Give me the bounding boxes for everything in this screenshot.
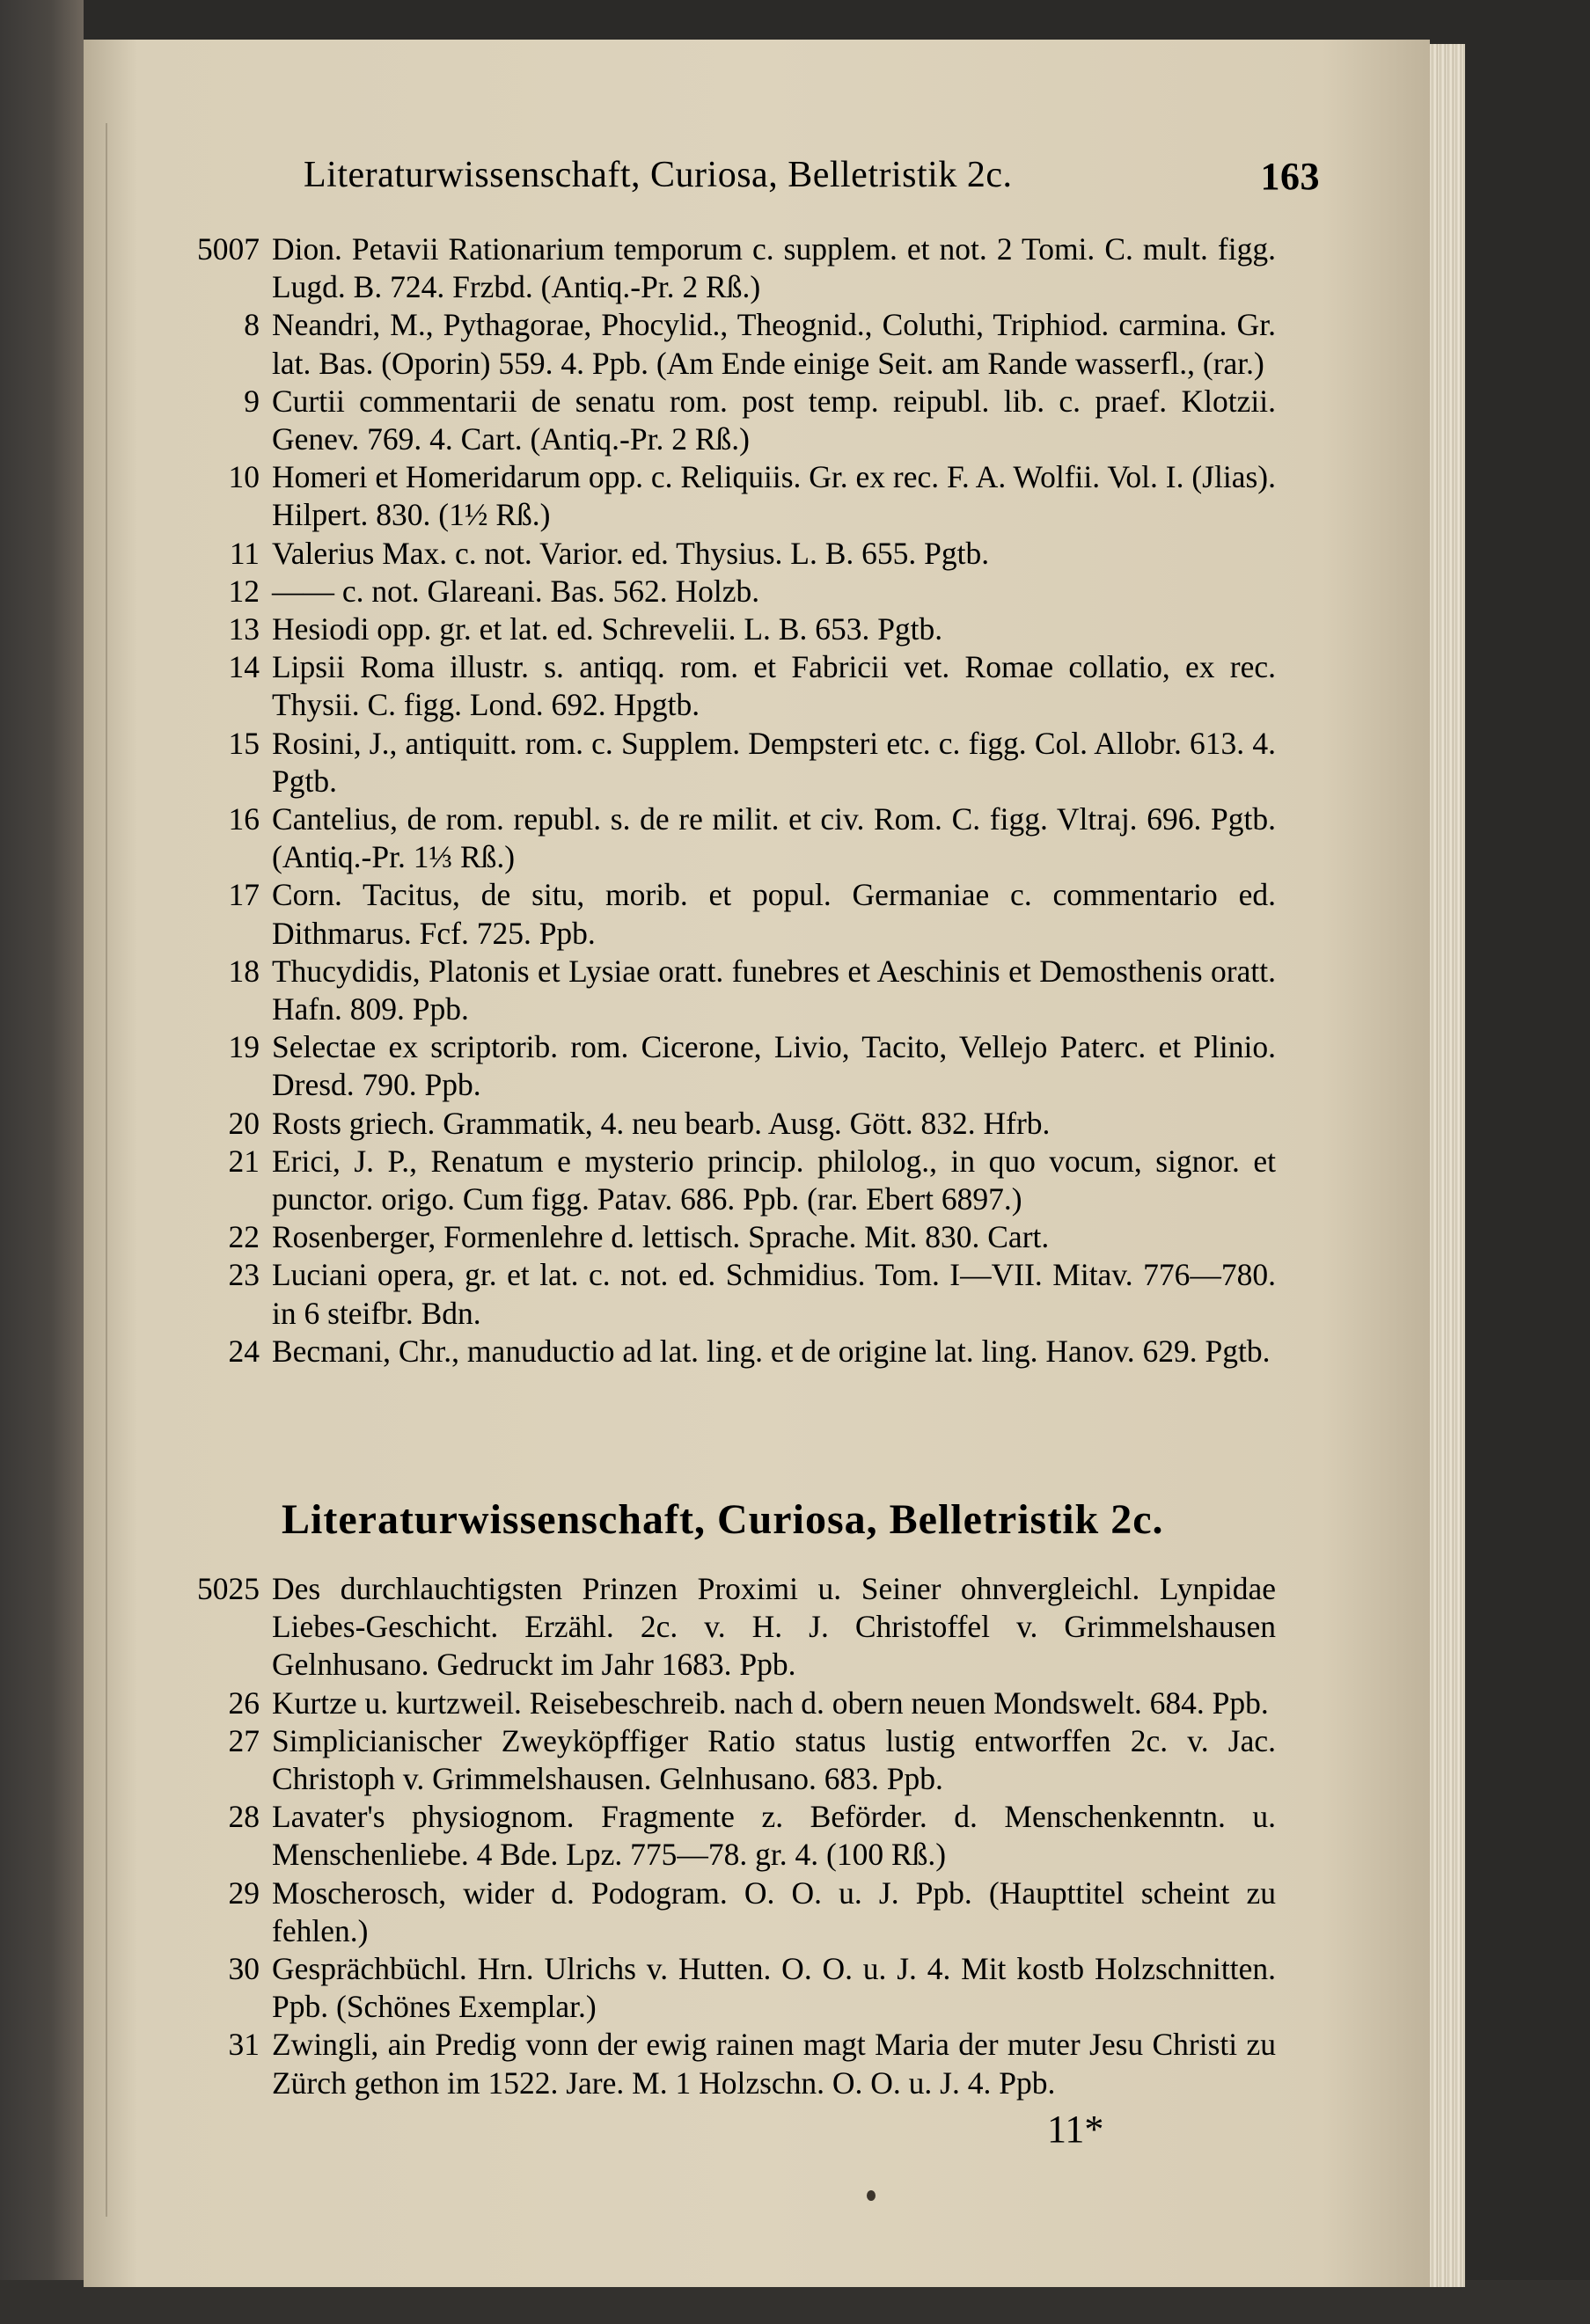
entry-number: 18 <box>228 953 260 989</box>
entry-text: Cantelius, de rom. republ. s. de re milit. et civ. Rom. C. figg. Vltraj. 696. Pgtb. (Antiq.-Pr. 1⅓ Rß.) <box>272 801 1276 875</box>
catalog-entry <box>185 725 1276 800</box>
catalog-entry <box>185 1333 1276 1370</box>
entry-number: 20 <box>228 1105 260 1141</box>
ink-dot <box>867 2190 876 2201</box>
entry-number: 9 <box>244 383 260 419</box>
catalog-entry <box>185 1570 1276 1685</box>
catalog-entry <box>185 230 1276 306</box>
entry-text: Valerius Max. c. not. Varior. ed. Thysius. L. B. 655. Pgtb. <box>272 535 990 571</box>
entry-text: Zwingli, ain Predig vonn der ewig rainen magt Maria der muter Jesu Christi zu Zürch gethon im 1522. Jare. M. 1 Holzschn. O. O. u. J. 4. Ppb. <box>272 2027 1276 2101</box>
catalog-entry <box>185 573 1276 610</box>
catalog-entry <box>185 306 1276 382</box>
entry-text: Becmani, Chr., manuductio ad lat. ling. et de origine lat. ling. Hanov. 629. Pgtb. <box>272 1333 1271 1369</box>
entry-number: 23 <box>228 1257 260 1293</box>
entry-text: Dion. Petavii Rationarium temporum c. supplem. et not. 2 Tomi. C. mult. figg. Lugd. B. 724. Frzbd. (Antiq.-Pr. 2 Rß.) <box>272 231 1276 305</box>
catalog-entries-bottom <box>185 1570 1276 2102</box>
entry-text: —— c. not. Glareani. Bas. 562. Holzb. <box>272 573 760 609</box>
entry-number: 15 <box>228 725 260 761</box>
catalog-entry <box>185 458 1276 534</box>
entry-text: Hesiodi opp. gr. et lat. ed. Schrevelii. L. B. 653. Pgtb. <box>272 611 943 647</box>
entry-text: Homeri et Homeridarum opp. c. Reliquiis. Gr. ex rec. F. A. Wolfii. Vol. I. (Jlias). Hilpert. 830. (1½ Rß.) <box>272 459 1276 533</box>
entry-text: Lavater's physiognom. Fragmente z. Beförder. d. Menschenkenntn. u. Menschenliebe. 4 Bde. Lpz. 775—78. gr. 4. (100 Rß.) <box>272 1799 1276 1873</box>
entry-text: Corn. Tacitus, de situ, morib. et popul. Germaniae c. commentario ed. Dithmarus. Fcf. 725. Ppb. <box>272 877 1276 951</box>
entry-number: 26 <box>228 1685 260 1721</box>
entry-number: 16 <box>228 801 260 837</box>
entry-number: 30 <box>228 1951 260 1987</box>
entry-text: Gesprächbüchl. Hrn. Ulrichs v. Hutten. O. O. u. J. 4. Mit kostb Holzschnitten. Ppb. (Schönes Exemplar.) <box>272 1951 1276 2025</box>
running-head-title: Literaturwissenschaft, Curiosa, Belletristik 2c. <box>304 155 1013 195</box>
entry-text: Rosini, J., antiquitt. rom. c. Supplem. Dempsteri etc. c. figg. Col. Allobr. 613. 4. Pgtb. <box>272 725 1276 799</box>
catalog-entry <box>185 1798 1276 1874</box>
entry-text: Kurtze u. kurtzweil. Reisebeschreib. nach d. obern neuen Mondswelt. 684. Ppb. <box>272 1685 1269 1721</box>
entry-text: Moscherosch, wider d. Podogram. O. O. u. J. Ppb. (Haupttitel scheint zu fehlen.) <box>272 1875 1276 1948</box>
entry-number: 27 <box>228 1722 260 1758</box>
entry-number: 12 <box>228 573 260 609</box>
entry-text: Des durchlauchtigsten Prinzen Proximi u. Seiner ohnvergleichl. Lynpidae Liebes-Geschicht. Erzähl. 2c. v. H. J. Christoffel v. Grimmelshausen Gelnhusano. Gedruckt im Jahr 1683. Ppb. <box>272 1571 1276 1683</box>
catalog-entry <box>185 1028 1276 1104</box>
entry-number: 29 <box>228 1875 260 1911</box>
catalog-entry <box>185 1950 1276 2026</box>
catalog-entry <box>185 383 1276 458</box>
catalog-entry <box>185 1875 1276 1950</box>
entry-number: 17 <box>228 877 260 913</box>
catalog-entry <box>185 1143 1276 1218</box>
signature-mark: 11* <box>1047 2108 1104 2151</box>
catalog-entry <box>185 535 1276 573</box>
page-edges <box>1430 44 1465 2287</box>
entry-text: Luciani opera, gr. et lat. c. not. ed. Schmidius. Tom. I—VII. Mitav. 776—780. in 6 steifbr. Bdn. <box>272 1257 1276 1331</box>
entry-number: 19 <box>228 1029 260 1065</box>
catalog-entry <box>185 800 1276 876</box>
catalog-entry <box>185 1256 1276 1332</box>
section-heading: Literaturwissenschaft, Curiosa, Belletristik 2c. <box>282 1496 1164 1543</box>
entry-text: Neandri, M., Pythagorae, Phocylid., Theognid., Coluthi, Triphiod. carmina. Gr. lat. Bas. (Oporin) 559. 4. Ppb. (Am Ende einige Seit. am Rande wasserfl., (rar.) <box>272 307 1276 381</box>
catalog-entries-top <box>185 230 1276 1370</box>
catalog-entry <box>185 1105 1276 1143</box>
catalog-entry <box>185 2026 1276 2101</box>
scan-frame-left <box>0 0 84 2324</box>
entry-text: Erici, J. P., Renatum e mysterio princip. philolog., in quo vocum, signor. et punctor. origo. Cum figg. Patav. 686. Ppb. (rar. Ebert 6897.) <box>272 1143 1276 1217</box>
entry-number: 11 <box>229 535 260 571</box>
entry-number: 22 <box>228 1219 260 1255</box>
entry-number: 14 <box>228 649 260 685</box>
entry-number: 21 <box>228 1143 260 1179</box>
catalog-entry <box>185 1218 1276 1256</box>
entry-number: 13 <box>228 611 260 647</box>
catalog-entry <box>185 648 1276 724</box>
gutter-shadow <box>106 123 107 2217</box>
entry-number: 5007 <box>197 231 260 267</box>
entry-number: 8 <box>244 307 260 343</box>
catalog-entry <box>185 953 1276 1028</box>
entry-number: 28 <box>228 1799 260 1835</box>
page-number: 163 <box>1260 155 1320 198</box>
entry-text: Lipsii Roma illustr. s. antiqq. rom. et Fabricii vet. Romae collatio, ex rec. Thysii. C. figg. Lond. 692. Hpgtb. <box>272 649 1276 723</box>
catalog-entry <box>185 1685 1276 1722</box>
entry-text: Simplicianischer Zweyköpffiger Ratio status lustig entworffen 2c. v. Jac. Christoph v. Grimmelshausen. Gelnhusano. 683. Ppb. <box>272 1722 1276 1797</box>
entry-text: Rosts griech. Grammatik, 4. neu bearb. Ausg. Gött. 832. Hfrb. <box>272 1105 1051 1141</box>
catalog-entry <box>185 876 1276 952</box>
entry-text: Rosenberger, Formenlehre d. lettisch. Sprache. Mit. 830. Cart. <box>272 1219 1050 1255</box>
entry-number: 10 <box>228 459 260 495</box>
catalog-entry <box>185 1722 1276 1798</box>
entry-number: 31 <box>228 2027 260 2063</box>
entry-text: Selectae ex scriptorib. rom. Cicerone, Livio, Tacito, Vellejo Paterc. et Plinio. Dresd. 790. Ppb. <box>272 1029 1276 1103</box>
catalog-entry <box>185 610 1276 648</box>
entry-text: Thucydidis, Platonis et Lysiae oratt. funebres et Aeschinis et Demosthenis oratt. Hafn. 809. Ppb. <box>272 953 1276 1027</box>
entry-text: Curtii commentarii de senatu rom. post temp. reipubl. lib. c. praef. Klotzii. Genev. 769. 4. Cart. (Antiq.-Pr. 2 Rß.) <box>272 383 1276 457</box>
entry-number: 5025 <box>197 1571 260 1606</box>
entry-number: 24 <box>228 1333 260 1369</box>
